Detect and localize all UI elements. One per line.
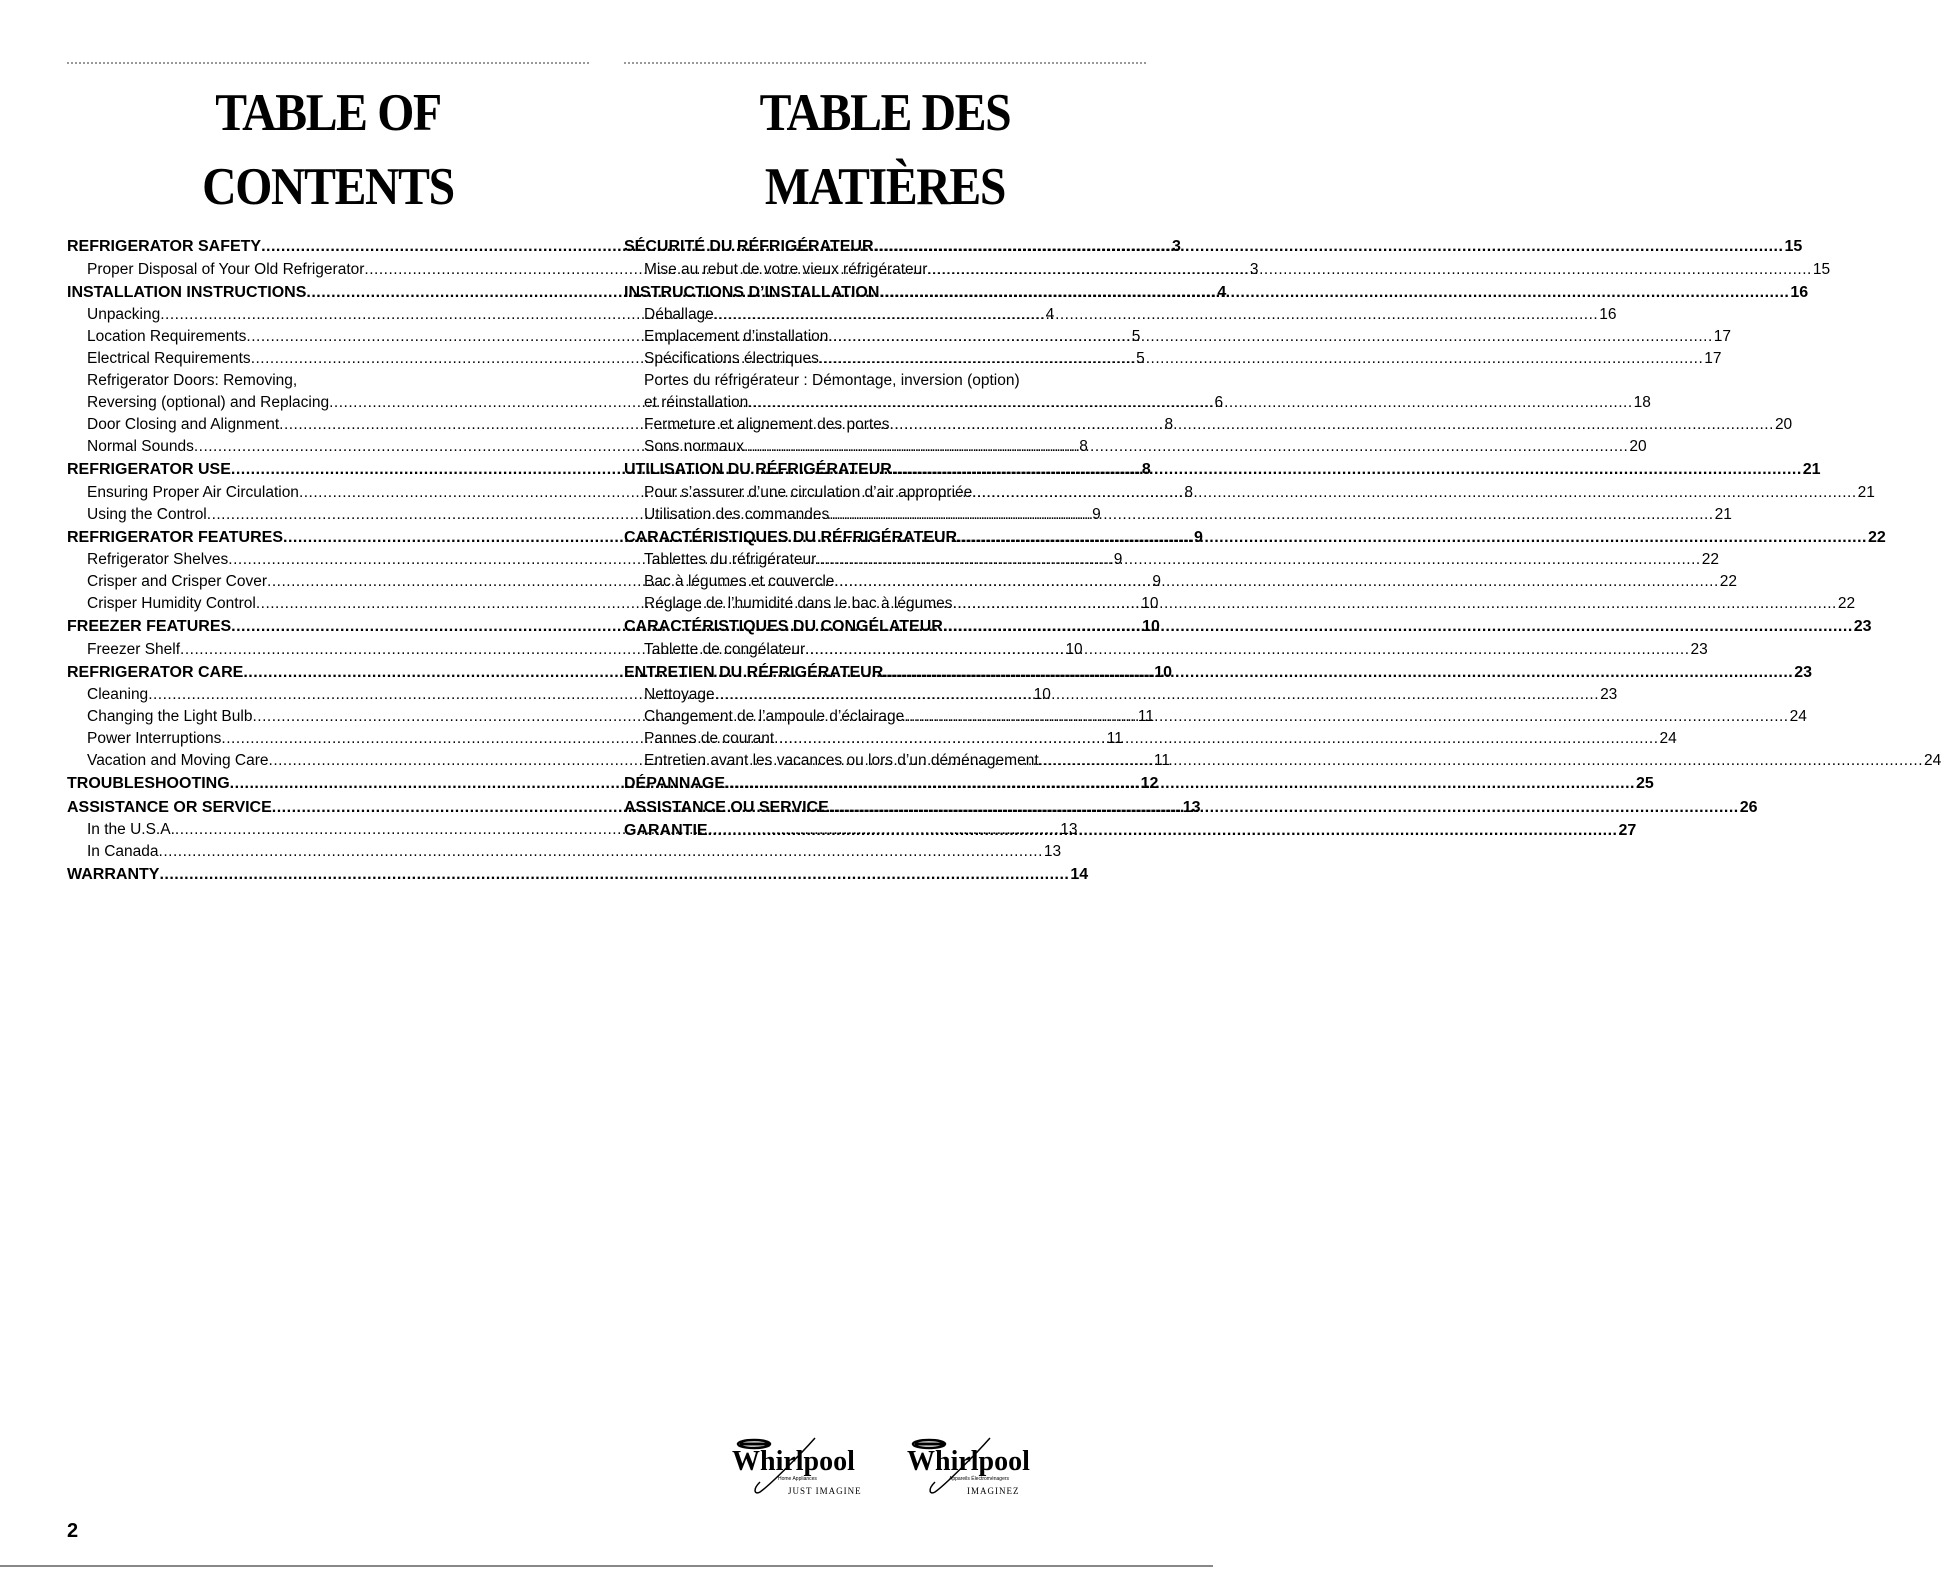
toc-page-number: 5: [1131, 328, 1141, 345]
toc-page-number: 17: [1704, 350, 1722, 367]
toc-subsection-entry: [624, 639, 1708, 661]
toc-subsection-entry: [624, 326, 1732, 348]
toc-entry-label: Spécifications électriques: [644, 350, 819, 367]
toc-subsection-entry: [624, 304, 1617, 326]
toc-page-number: 10: [1065, 640, 1083, 658]
toc-entry-label: In the U.S.A.: [87, 821, 175, 838]
toc-subsection-entry: [624, 706, 1807, 728]
dot-leader: [957, 527, 1867, 550]
toc-page-number: 18: [1633, 394, 1651, 411]
toc-page-number: 20: [1774, 416, 1793, 433]
toc-entry-label: Refrigerator Doors: Removing,: [87, 372, 298, 389]
toc-entry-label: Fermeture et alignement des portes: [644, 416, 890, 433]
toc-page-number: 9: [1113, 551, 1123, 568]
toc-entry-label: Electrical Requirements: [87, 350, 251, 367]
toc-entry-label: Changing the Light Bulb: [87, 708, 253, 725]
toc-entry-label: FREEZER FEATURES: [67, 618, 232, 635]
toc-page-number: 21: [1857, 483, 1875, 501]
toc-subsection-entry: [624, 370, 1146, 392]
dot-leader: [952, 593, 1836, 615]
toc-entry-label: CARACTÉRISTIQUES DU RÉFRIGÉRATEUR: [624, 528, 958, 546]
toc-entry-label: Normal Sounds: [87, 438, 194, 455]
toc-entry-label: CARACTÉRISTIQUES DU CONGÉLATEUR: [624, 618, 943, 635]
toc-page-number: 8: [1141, 461, 1151, 478]
logo-sub: Home Appliances: [778, 1476, 817, 1482]
toc-page-number: 13: [1182, 798, 1201, 816]
toc-entry-label: Changement de l’ampoule d’éclairage: [644, 708, 905, 725]
dot-leader: [1039, 750, 1923, 772]
toc-page-number: 22: [1701, 551, 1719, 568]
toc-page-number: 16: [1599, 306, 1617, 323]
toc-title: TABLE DES MATIÈRES: [759, 84, 1011, 216]
toc-entry-label: Crisper Humidity Control: [87, 595, 256, 612]
toc-page-number: 13: [1060, 821, 1078, 838]
dot-leader: [715, 684, 1599, 706]
dot-leader: [748, 392, 1632, 414]
toc-entry-label: Portes du réfrigérateur : Démontage, inversion (option): [644, 372, 1020, 389]
toc-entry-label: Réglage de l’humidité dans le bac à légumes: [644, 595, 953, 612]
toc-subsection-entry: [624, 504, 1732, 526]
toc-entry-label: Pour s’assurer d’une circulation d’air appropriée: [644, 483, 973, 501]
toc-entry-label: Utilisation des commandes: [644, 505, 830, 523]
toc-entry-label: ENTRETIEN DU RÉFRIGÉRATEUR: [624, 663, 884, 681]
top-rule: [67, 62, 589, 70]
logo-tagline: IMAGINEZ: [967, 1486, 1020, 1496]
toc-page-number: 10: [1154, 663, 1173, 681]
toc-entry-label: REFRIGERATOR CARE: [67, 663, 244, 681]
dot-leader: [892, 459, 1802, 482]
dot-leader: [883, 662, 1793, 685]
toc-entry-label: Entretien avant les vacances ou lors d’un déménagement: [644, 752, 1039, 769]
toc-page-number: 11: [1106, 730, 1123, 747]
toc-subsection-entry: [624, 392, 1651, 414]
toc-entry-label: Pannes de courant: [644, 730, 775, 747]
toc-entry-label: REFRIGERATOR SAFETY: [67, 238, 262, 255]
toc-subsection-entry: [67, 841, 1062, 863]
toc-page-number: 3: [1172, 238, 1181, 255]
toc-subsection-entry: [624, 728, 1677, 750]
dot-leader: [943, 616, 1853, 639]
toc-page-number: 10: [1141, 595, 1159, 612]
dot-leader: [714, 304, 1598, 326]
toc-entry-label: GARANTIE: [624, 822, 708, 839]
toc-entry-label: ASSISTANCE OU SERVICE: [624, 798, 829, 816]
dot-leader: [879, 282, 1789, 305]
bottom-rule: [0, 1565, 1213, 1567]
toc-entry-label: REFRIGERATOR USE: [67, 461, 231, 478]
dot-leader: [805, 639, 1689, 661]
toc-page-number: 11: [1137, 708, 1154, 725]
toc-page-number: 5: [1136, 350, 1145, 367]
toc-page-number: 17: [1713, 328, 1732, 345]
toc-page-number: 24: [1924, 752, 1941, 769]
toc-page-number: 26: [1739, 798, 1758, 816]
toc-subsection-entry: [624, 348, 1722, 370]
toc-entry-label: In Canada: [87, 843, 159, 860]
toc-entry-label: Ensuring Proper Air Circulation: [87, 483, 299, 501]
dot-leader: [904, 706, 1788, 728]
logo-brand: Whirlpool: [907, 1446, 1030, 1477]
toc-page-number: 22: [1837, 595, 1856, 612]
toc-page-number: 4: [1217, 283, 1227, 301]
toc-page-number: 24: [1659, 730, 1677, 747]
toc-page-number: 6: [1214, 394, 1224, 411]
toc-entry-label: Door Closing and Alignment: [87, 416, 280, 433]
toc-entry-label: ASSISTANCE OR SERVICE: [67, 798, 272, 816]
toc-entry-label: Reversing (optional) and Replacing: [87, 394, 330, 411]
dot-leader: [744, 436, 1628, 458]
toc-entry-label: Using the Control: [87, 505, 207, 523]
toc-page-number: 22: [1719, 573, 1738, 590]
dot-leader: [816, 549, 1700, 571]
toc-page-number: 10: [1142, 618, 1160, 635]
dot-leader: [890, 414, 1774, 436]
toc-subsection-entry: [624, 684, 1618, 706]
toc-subsection-entry: [624, 549, 1719, 571]
toc-entry-label: Déballage: [644, 306, 714, 323]
toc-section-entry: [624, 459, 1821, 482]
dot-leader: [159, 841, 1043, 863]
toc-entry-label: Vacation and Moving Care: [87, 752, 269, 769]
toc-page-number: 15: [1812, 260, 1831, 278]
logo-brand: Whirlpool: [732, 1446, 855, 1477]
toc-entry-label: Emplacement d’installation: [644, 328, 829, 345]
whirlpool-logo: [730, 1430, 862, 1500]
toc-subsection-entry: [624, 571, 1738, 593]
toc-entry-label: Proper Disposal of Your Old Refrigerator: [87, 260, 365, 278]
toc-entry-label: SÉCURITÉ DU RÉFRIGÉRATEUR: [624, 238, 874, 255]
toc-entry-label: Crisper and Crisper Cover: [87, 573, 268, 590]
dot-leader: [972, 482, 1856, 504]
toc-entry-label: Freezer Shelf: [87, 640, 181, 658]
page-number: 2: [67, 1520, 79, 1542]
toc-section-entry: [624, 820, 1637, 843]
toc-entry-label: Unpacking: [87, 306, 161, 323]
toc-page-number: 23: [1794, 663, 1812, 681]
dot-leader: [725, 773, 1635, 796]
whirlpool-logo: [905, 1430, 1030, 1500]
toc-subsection-entry: [624, 436, 1647, 458]
toc-entry-label: Refrigerator Shelves: [87, 551, 229, 568]
toc-entry-label: UTILISATION DU RÉFRIGÉRATEUR: [624, 461, 892, 478]
dot-leader: [819, 348, 1703, 370]
toc-page-number: 8: [1079, 438, 1088, 455]
toc-page-number: 20: [1629, 438, 1647, 455]
toc-page-number: 25: [1635, 775, 1654, 792]
toc-entry-label: INSTALLATION INSTRUCTIONS: [67, 283, 307, 301]
toc-entry-label: Nettoyage: [644, 686, 715, 703]
toc-entry-label: TROUBLESHOOTING: [67, 775, 230, 792]
toc-section-entry: [67, 864, 1089, 887]
dot-leader: [829, 504, 1713, 526]
toc-page-number: 9: [1092, 505, 1101, 523]
toc-page-number: 23: [1690, 640, 1708, 658]
toc-entry-label: REFRIGERATOR FEATURES: [67, 528, 284, 546]
dot-leader: [828, 326, 1712, 348]
toc-entry-label: INSTRUCTIONS D’INSTALLATION: [624, 283, 880, 301]
toc-page-number: 21: [1802, 461, 1821, 478]
logo-tagline: JUST IMAGINE: [788, 1486, 862, 1496]
toc-page-number: 23: [1600, 686, 1618, 703]
dot-leader: [834, 571, 1718, 593]
toc-page-number: 14: [1070, 866, 1089, 883]
toc-entry-label: DÉPANNAGE: [624, 775, 726, 792]
dot-leader: [708, 820, 1618, 843]
dot-leader: [874, 236, 1784, 259]
logo-sub: Appareils Électroménagers: [949, 1476, 1010, 1482]
toc-entry-label: Bac à légumes et couvercle: [644, 573, 835, 590]
toc-page-number: 13: [1043, 843, 1062, 860]
top-rule: [624, 62, 1146, 70]
toc-section-entry: [624, 527, 1886, 550]
toc-subsection-entry: [624, 259, 1831, 281]
toc-page-number: 8: [1164, 416, 1174, 433]
toc-page-number: 12: [1140, 775, 1159, 792]
toc-page-number: 27: [1618, 822, 1637, 839]
toc-section-entry: [624, 282, 1809, 305]
toc-page-number: 22: [1867, 528, 1886, 546]
toc-entry-label: Power Interruptions: [87, 730, 222, 747]
toc-page-number: 4: [1045, 306, 1055, 323]
toc-entry-label: WARRANTY: [67, 866, 160, 883]
dot-leader: [927, 259, 1811, 281]
toc-page-number: 8: [1184, 483, 1193, 501]
toc-page-number: 9: [1152, 573, 1162, 590]
toc-page-number: 9: [1193, 528, 1203, 546]
toc-entry-label: Mise au rebut de votre vieux réfrigérateur: [644, 260, 928, 278]
toc-page-number: 10: [1033, 686, 1051, 703]
toc-entry-label: Sons normaux: [644, 438, 744, 455]
toc-page-number: 24: [1789, 708, 1807, 725]
toc-subsection-entry: [624, 482, 1875, 504]
toc-entry-label: Tablettes du réfrigérateur: [644, 551, 817, 568]
toc-page-number: 3: [1249, 260, 1259, 278]
toc-page-number: 16: [1790, 283, 1809, 301]
toc-page-number: 21: [1714, 505, 1732, 523]
dot-leader: [829, 797, 1739, 820]
toc-page-number: 23: [1853, 618, 1872, 635]
toc-title: TABLE OF CONTENTS: [202, 84, 454, 216]
dot-leader: [159, 864, 1069, 887]
toc-subsection-entry: [67, 370, 589, 392]
toc-entry-label: Cleaning: [87, 686, 149, 703]
toc-subsection-entry: [624, 414, 1793, 436]
dot-leader: [774, 728, 1658, 750]
toc-entry-label: Tablette de congélateur: [644, 640, 806, 658]
toc-page-number: 11: [1153, 752, 1170, 769]
toc-section-entry: [624, 236, 1803, 259]
toc-entry-label: et réinstallation: [644, 394, 749, 411]
toc-page-number: 15: [1784, 238, 1803, 255]
toc-entry-label: Location Requirements: [87, 328, 247, 345]
